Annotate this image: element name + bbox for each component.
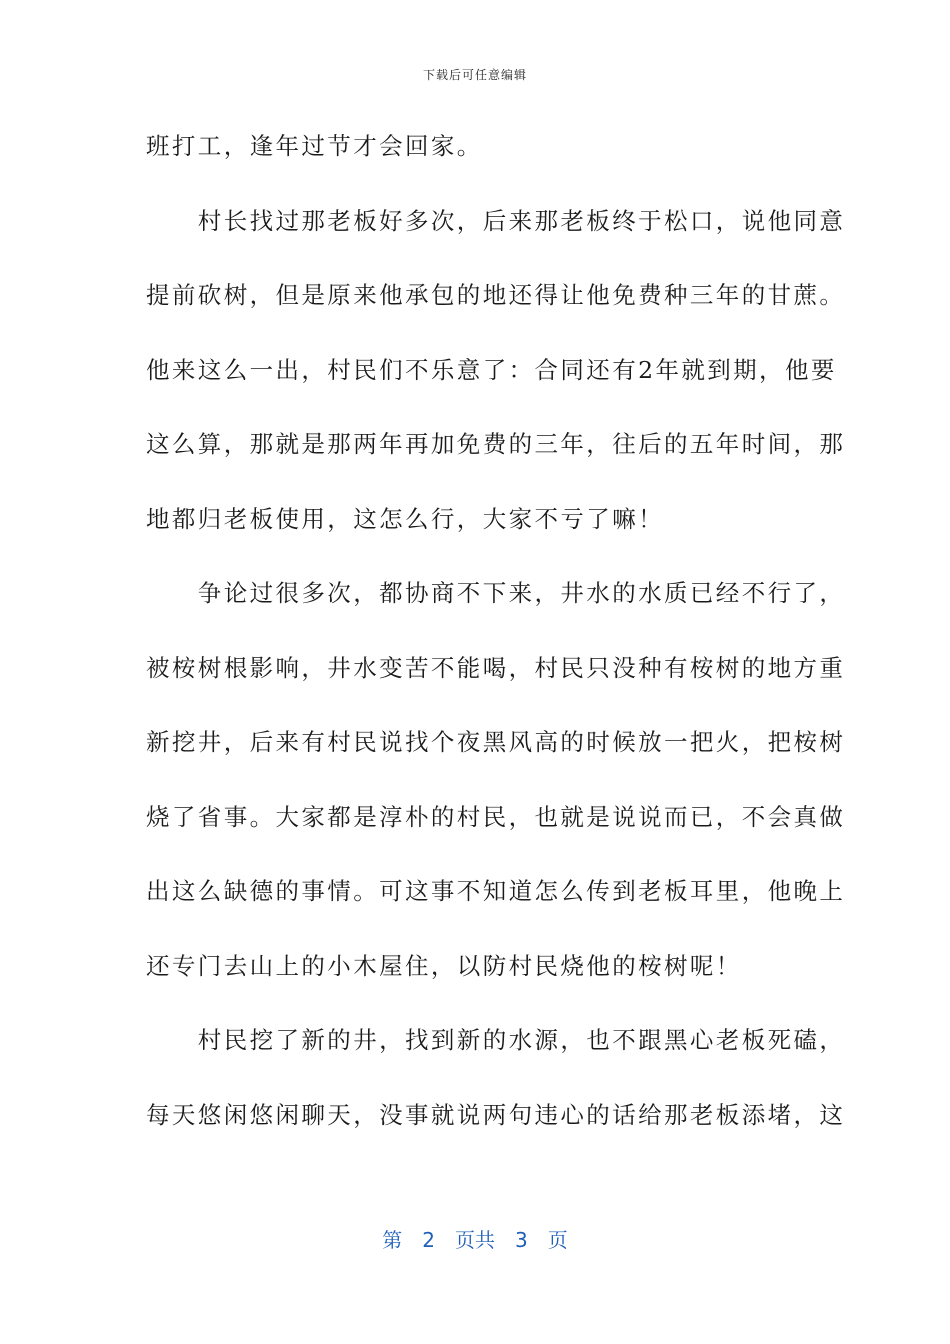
text-line: 他来这么一出，村民们不乐意了：合同还有2年就到期，他要 — [146, 355, 837, 384]
text-line: 村长找过那老板好多次，后来那老板终于松口，说他同意 — [146, 206, 846, 235]
text-line: 出这么缺德的事情。可这事不知道怎么传到老板耳里，他晚上 — [146, 877, 846, 905]
text-line: 班打工，逢年过节才会回家。 — [146, 132, 483, 160]
text-line: 还专门去山上的小木屋住，以防村民烧他的桉树呢！ — [146, 951, 742, 980]
body-text — [146, 121, 846, 1164]
header-note: 下载后可任意编辑 — [422, 68, 527, 82]
text-line: 村民挖了新的井，找到新的水源，也不跟黑心老板死磕， — [146, 1026, 846, 1054]
text-line: 新挖井，后来有村民说找个夜黑风高的时候放一把火，把桉树 — [146, 728, 846, 756]
text-line: 烧了省事。大家都是淳朴的村民，也就是说说而已，不会真做 — [146, 802, 846, 831]
text-line: 这么算，那就是那两年再加免费的三年，往后的五年时间，那 — [146, 430, 846, 458]
text-line: 被桉树根影响，井水变苦不能喝，村民只没种有桉树的地方重 — [146, 653, 846, 682]
text-line: 争论过很多次，都协商不下来，井水的水质已经不行了， — [146, 579, 846, 607]
page-number-footer: 第 2 页共 3 页 — [382, 1228, 568, 1252]
text-line: 地都归老板使用，这怎么行，大家不亏了嘛！ — [146, 504, 664, 533]
text-line: 提前砍树，但是原来他承包的地还得让他免费种三年的甘蔗。 — [146, 281, 846, 309]
text-line: 每天悠闲悠闲聊天，没事就说两句违心的话给那老板添堵，这 — [146, 1100, 846, 1129]
